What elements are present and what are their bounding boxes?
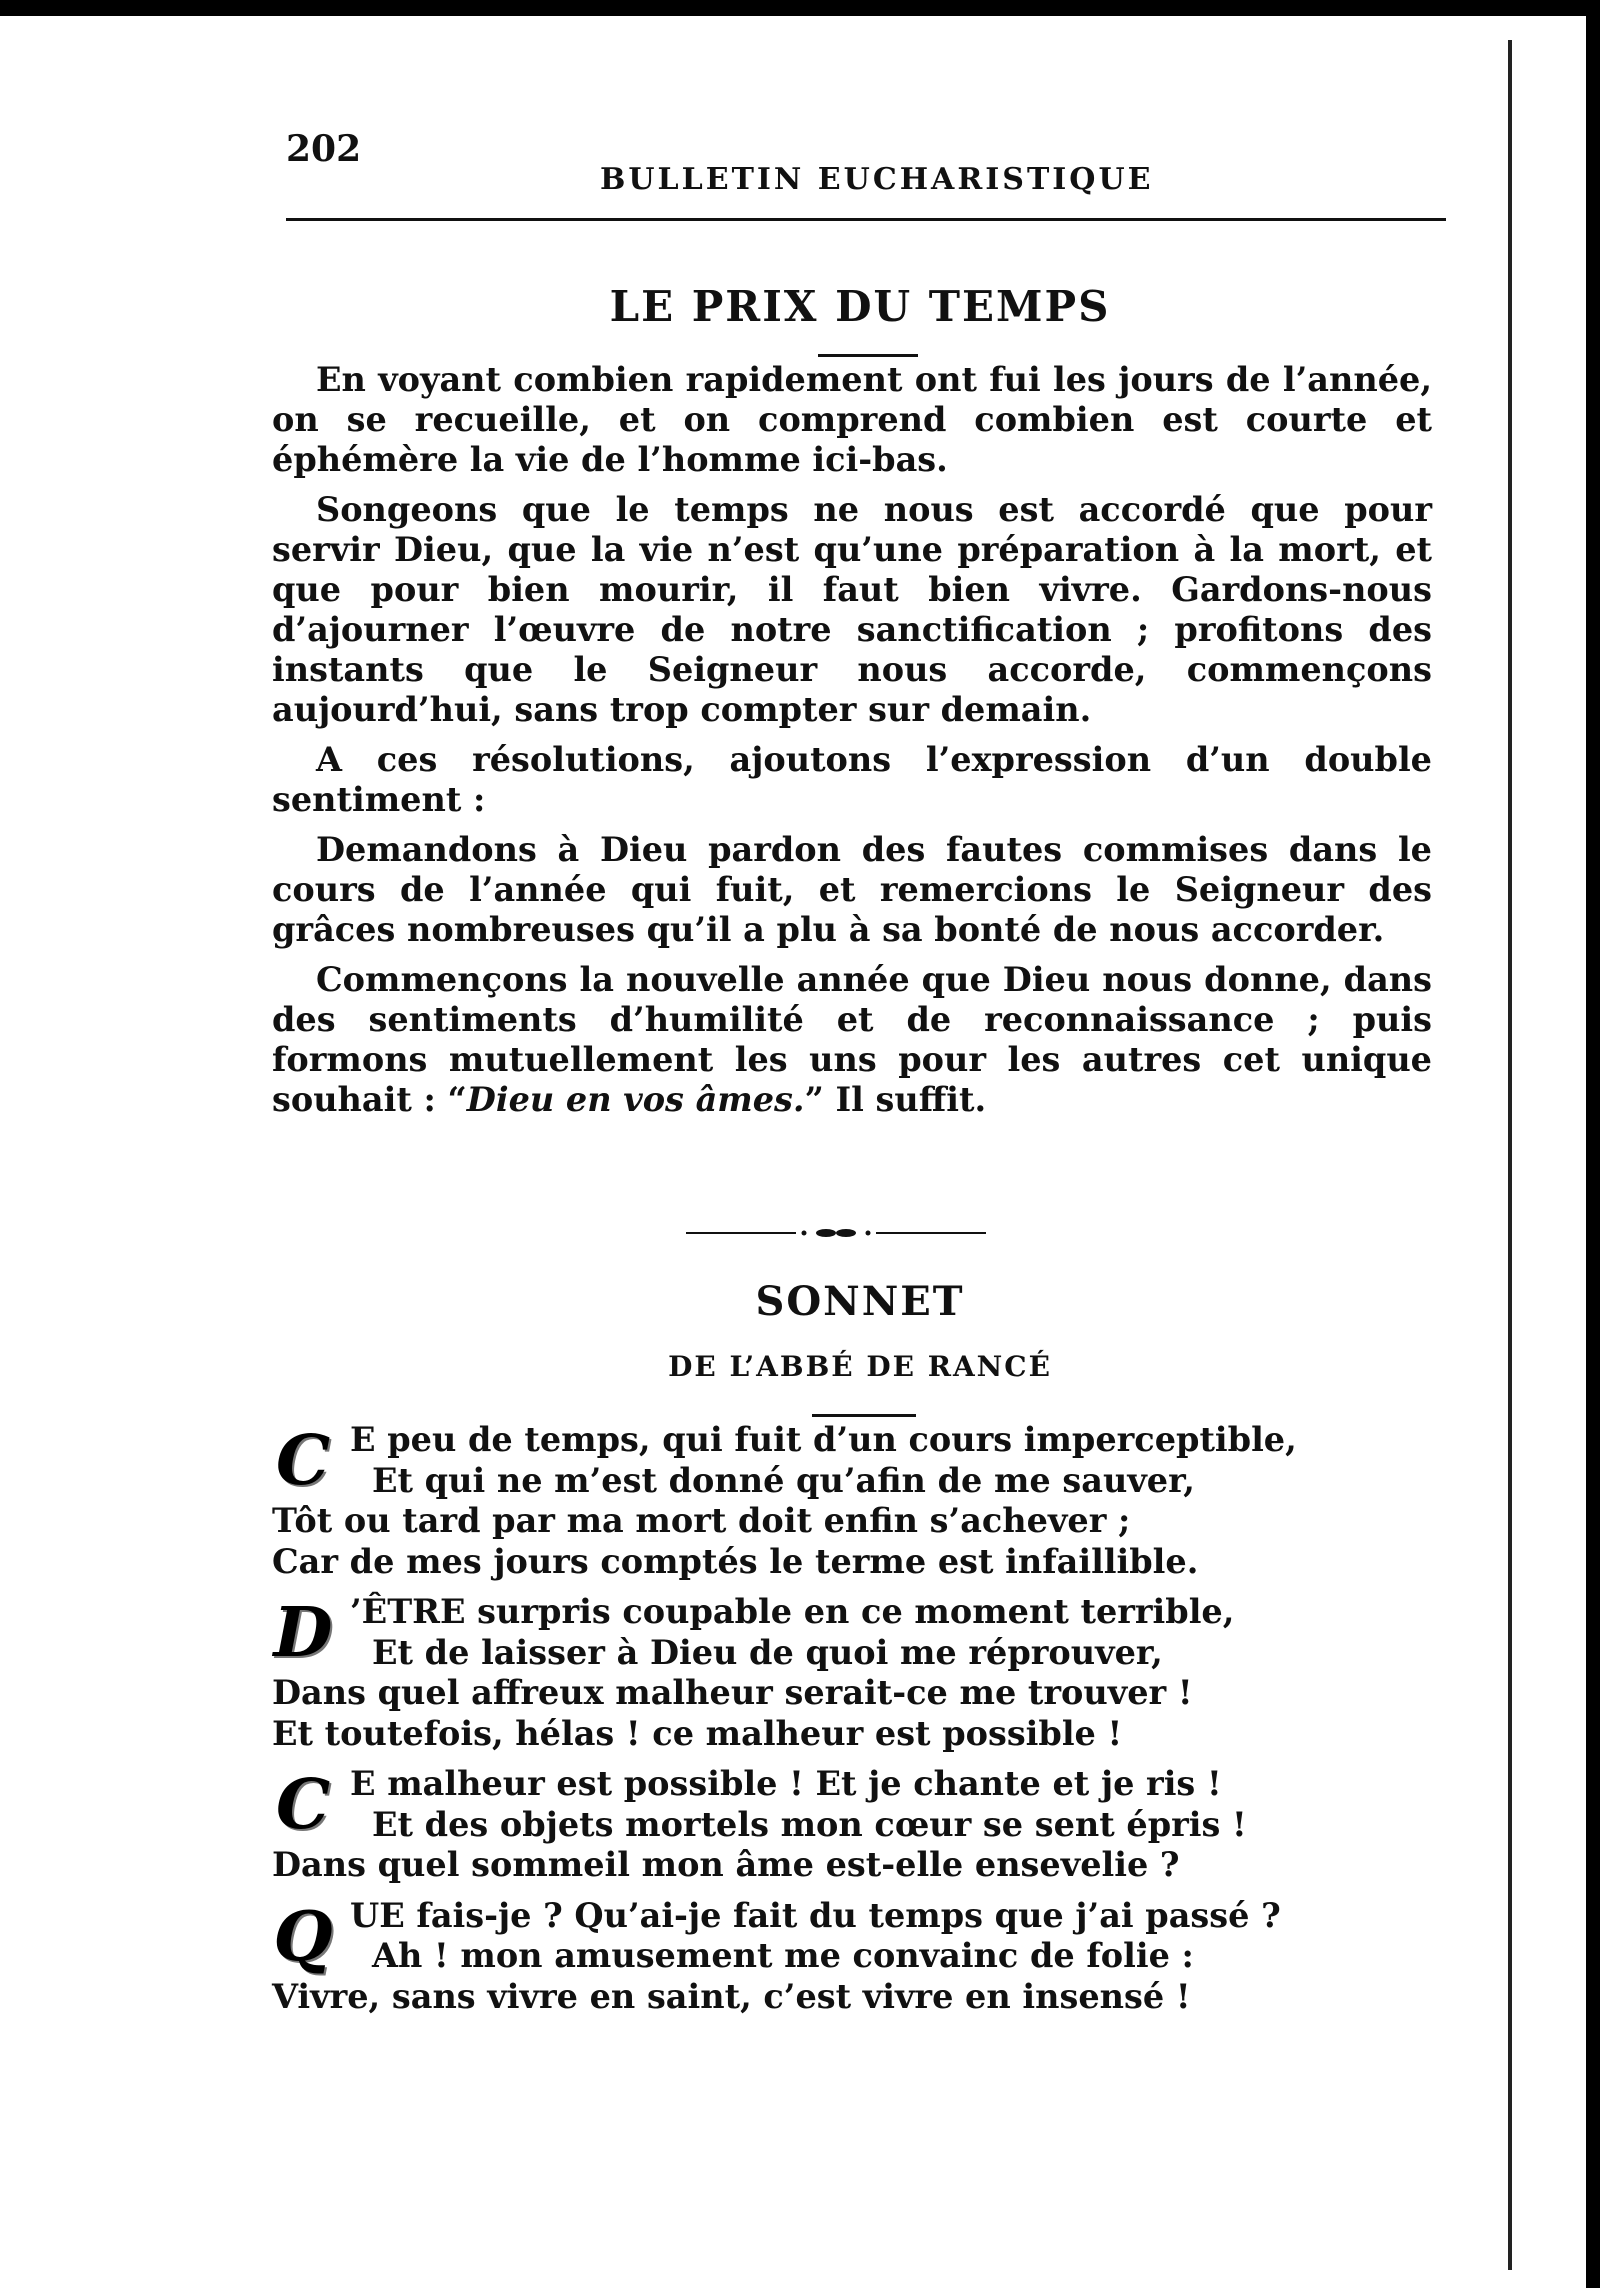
verse-line: Et toutefois, hélas ! ce malheur est possible ! [272, 1713, 1123, 1753]
sonnet-subtitle: DE L’ABBÉ DE RANCÉ [668, 1350, 1052, 1383]
initial-continuation: UE [350, 1895, 405, 1935]
text-run: Commençons la nouvelle année que Dieu nous donne, dans des sentiments d’humilité et de reconnaissance ; puis formons mutuellement les uns pour les autres cet unique souhait : “ [272, 960, 1432, 1119]
verse-line [272, 1420, 1432, 1461]
title-rule [818, 354, 918, 357]
initial-continuation: E [350, 1420, 376, 1459]
stanza [272, 1764, 1432, 1886]
page-fold-line [1508, 40, 1512, 2270]
paragraph: En voyant combien rapidement ont fui les jours de l’année, on se recueille, et on comprend combien est courte et éphémère la vie de l’homme ici-bas. [272, 360, 1432, 479]
verse-text: malheur est possible ! Et je chante et je ris ! [387, 1764, 1222, 1803]
article-title: LE PRIX DU TEMPS [609, 282, 1111, 331]
scan-border-top [0, 0, 1600, 16]
verse-line: Dans quel affreux malheur serait-ce me trouver ! [272, 1673, 1193, 1712]
verse-line: Vivre, sans vivre en saint, c’est vivre en insensé ! [272, 1976, 1191, 2016]
ornate-initial: D [273, 1593, 333, 1673]
verse-line: Dans quel sommeil mon âme est-elle ensevelie ? [272, 1845, 1180, 1884]
italic-phrase: Dieu en vos âmes. [466, 1080, 805, 1119]
initial-continuation: ’ÊTRE [350, 1592, 466, 1631]
paragraph: Demandons à Dieu pardon des fautes commises dans le cours de l’année qui fuit, et remercions le Seigneur des grâces nombreuses qu’il a plu à sa bonté de nous accorder. [272, 830, 1432, 949]
verse-text: peu de temps, qui fuit d’un cours imperceptible, [387, 1420, 1297, 1459]
subtitle-rule [812, 1414, 916, 1417]
sonnet-title: SONNET [755, 1278, 965, 1325]
paragraph-last [272, 960, 1432, 1120]
running-title: BULLETIN EUCHARISTIQUE [600, 162, 1154, 197]
verse-text: surpris coupable en ce moment terrible, [477, 1592, 1235, 1631]
header-rule [286, 218, 1446, 221]
paragraph: A ces résolutions, ajoutons l’expression d’un double sentiment : [272, 740, 1432, 819]
verse-line: Car de mes jours comptés le terme est infaillible. [272, 1541, 1199, 1581]
paragraph: Songeons que le temps ne nous est accordé que pour servir Dieu, que la vie n’est qu’une préparation à la mort, et que pour bien mourir, il faut bien vivre. Gardons-nous d’ajourner l’œuvre de notre sanctification ; profitons des instants que le Seigneur nous accorde, commençons aujourd’hui, sans trop compter sur demain. [272, 490, 1432, 729]
initial-continuation: E [350, 1764, 376, 1803]
verse-line [272, 1896, 1432, 1937]
stanza [272, 1896, 1432, 2018]
sonnet-body [272, 1420, 1432, 2027]
ornamental-divider [686, 1225, 986, 1241]
verse-line: Et des objets mortels mon cœur se sent épris ! [372, 1804, 1247, 1844]
verse-line [272, 1764, 1432, 1805]
verse-line: Et qui ne m’est donné qu’afin de me sauver, [372, 1460, 1195, 1500]
verse-line: Ah ! mon amusement me convainc de folie : [372, 1936, 1194, 1975]
page-number: 202 [286, 128, 362, 170]
stanza [272, 1420, 1432, 1582]
verse-text: fais-je ? Qu’ai-je fait du temps que j’ai passé ? [416, 1895, 1281, 1935]
stanza [272, 1592, 1432, 1754]
ornate-initial: Q [273, 1896, 333, 1977]
scan-border-right [1586, 0, 1600, 2288]
ornate-initial: C [275, 1421, 331, 1501]
verse-line: Et de laisser à Dieu de quoi me réprouver, [372, 1632, 1163, 1672]
text-run: ” Il suffit. [804, 1080, 987, 1119]
ornate-initial: C [275, 1765, 331, 1845]
article-body [272, 360, 1432, 1130]
verse-line: Tôt ou tard par ma mort doit enfin s’achever ; [272, 1501, 1131, 1540]
verse-line [272, 1592, 1432, 1633]
